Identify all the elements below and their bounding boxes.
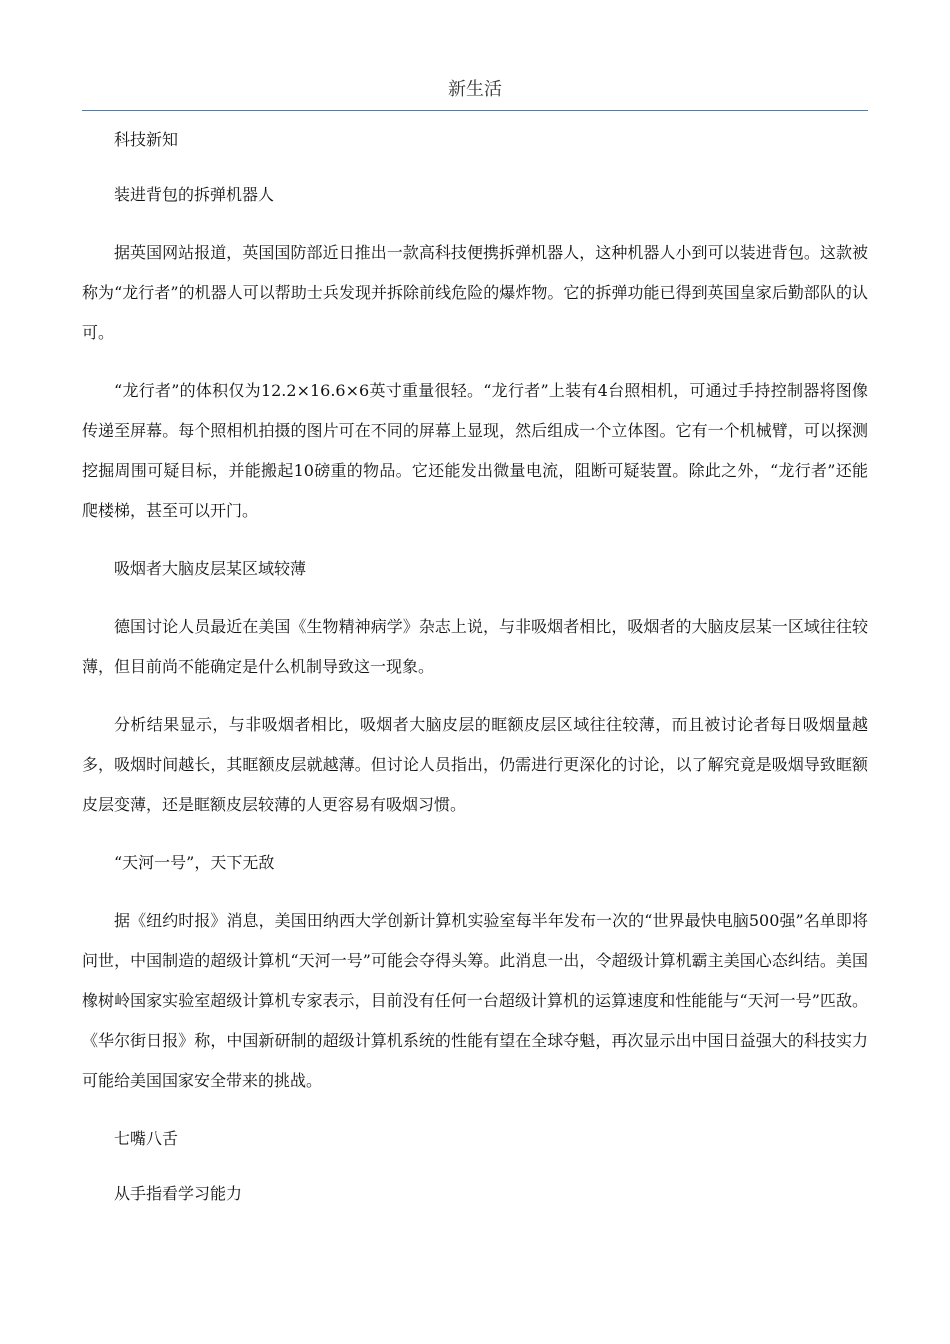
section-title-opinions: 七嘴八舌 (114, 1129, 179, 1148)
headline-fingers-learning: 从手指看学习能力 (114, 1184, 243, 1203)
page-header-title: 新生活 (448, 79, 502, 100)
paragraph-bomb-robot-2: “龙行者”的体积仅为12.2×16.6×6英寸重量很轻。“龙行者”上装有4台照相机，可通过手持控制器将图像传递至屏幕。每个照相机拍摄的图片可在不同的屏幕上显现，然后组成一个立体图。它有一个机械臂，可以探测挖掘周围可疑目标，并能搬起10磅重的物品。它还能发出微量电流，阻断可疑装置。除此之外，“龙行者”还能爬楼梯，甚至可以开门。 (82, 381, 868, 520)
headline-bomb-robot: 装进背包的拆弹机器人 (114, 185, 275, 204)
section-title-tech-news: 科技新知 (114, 130, 179, 149)
headline-tianhe-1: “天河一号”，天下无敌 (114, 853, 275, 872)
headline-smoker-cortex: 吸烟者大脑皮层某区域较薄 (114, 559, 307, 578)
paragraph-bomb-robot-1: 据英国网站报道，英国国防部近日推出一款高科技便携拆弹机器人，这种机器人小到可以装进背包。这款被称为“龙行者”的机器人可以帮助士兵发现并拆除前线危险的爆炸物。它的拆弹功能已得到英国皇家后勤部队的认可。 (82, 243, 868, 342)
paragraph-tianhe-1: 据《纽约时报》消息，美国田纳西大学创新计算机实验室每半年发布一次的“世界最快电脑500强”名单即将问世，中国制造的超级计算机“天河一号”可能会夺得头筹。此消息一出，令超级计算机霸主美国心态纠结。美国橡树岭国家实验室超级计算机专家表示，目前没有任何一台超级计算机的运算速度和性能能与“天河一号”匹敌。《华尔街日报》称，中国新研制的超级计算机系统的性能有望在全球夺魁，再次显示出中国日益强大的科技实力可能给美国国家安全带来的挑战。 (82, 911, 868, 1090)
paragraph-smoker-cortex-1: 德国讨论人员最近在美国《生物精神病学》杂志上说，与非吸烟者相比，吸烟者的大脑皮层某一区域往往较薄，但目前尚不能确定是什么机制导致这一现象。 (82, 617, 868, 676)
document-body (82, 120, 868, 1214)
paragraph-smoker-cortex-2: 分析结果显示，与非吸烟者相比，吸烟者大脑皮层的眶额皮层区域往往较薄，而且被讨论者每日吸烟量越多，吸烟时间越长，其眶额皮层就越薄。但讨论人员指出，仍需进行更深化的讨论，以了解究竟是吸烟导致眶额皮层变薄，还是眶额皮层较薄的人更容易有吸烟习惯。 (82, 715, 868, 814)
page-header (82, 76, 868, 111)
